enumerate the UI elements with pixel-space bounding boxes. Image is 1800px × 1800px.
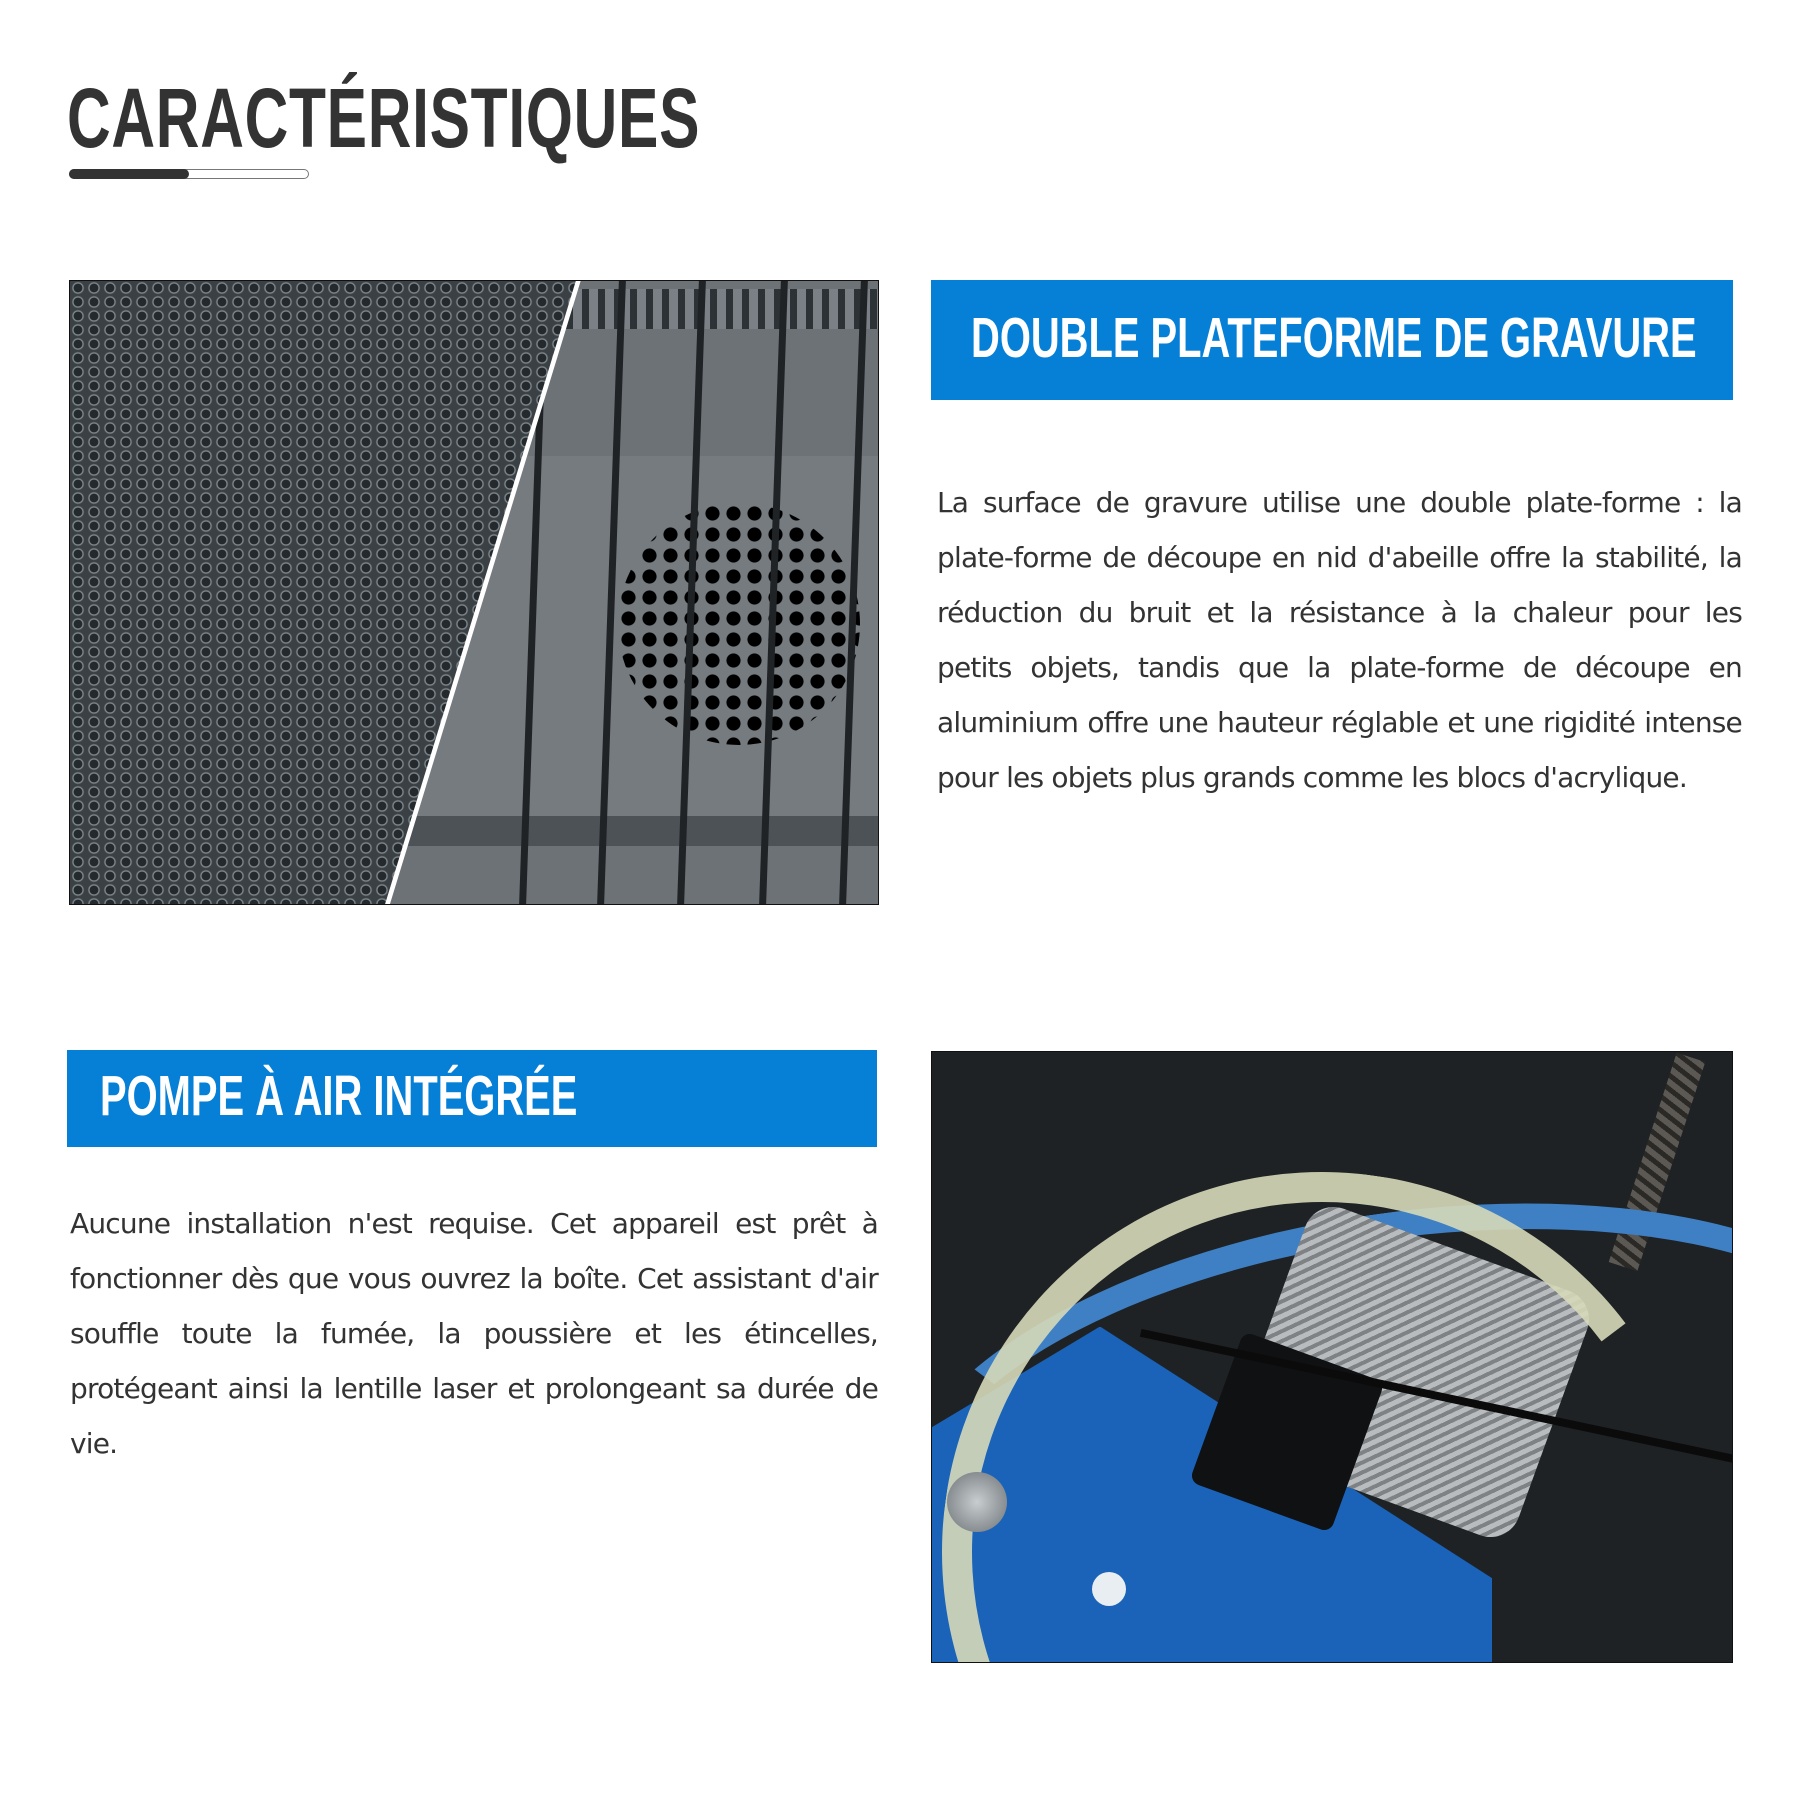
tube-fitting (947, 1472, 1007, 1532)
section-heading-1: DOUBLE PLATEFORME DE GRAVURE (971, 306, 1697, 370)
section-body-1: La surface de gravure utilise une double plate-forme : la plate-forme de découpe en nid d'abeille offre la stabilité, la réduction du bruit et la résistance à la chaleur pour les petits objets, tandis que la plate-forme de découpe en aluminium offre une hauteur réglable et une rigidité intense pour les objets plus grands comme les blocs d'acrylique. (937, 486, 1742, 794)
page-title: CARACTÉRISTIQUES (67, 71, 701, 165)
section-heading-banner-1 (931, 280, 1733, 400)
title-underline-decoration (69, 169, 309, 179)
platform-photo (69, 280, 879, 905)
air-pump-photo (931, 1051, 1733, 1663)
section-body-2: Aucune installation n'est requise. Cet appareil est prêt à fonctionner dès que vous ouvrez la boîte. Cet assistant d'air souffle toute la fumée, la poussière et les étincelles, protégeant ainsi la lentille laser et prolongeant sa durée de vie. (70, 1207, 878, 1460)
section-heading-2: POMPE À AIR INTÉGRÉE (100, 1064, 578, 1128)
perforated-circle (618, 503, 860, 745)
section-heading-banner-2 (67, 1050, 877, 1147)
underline-fill (69, 169, 189, 179)
